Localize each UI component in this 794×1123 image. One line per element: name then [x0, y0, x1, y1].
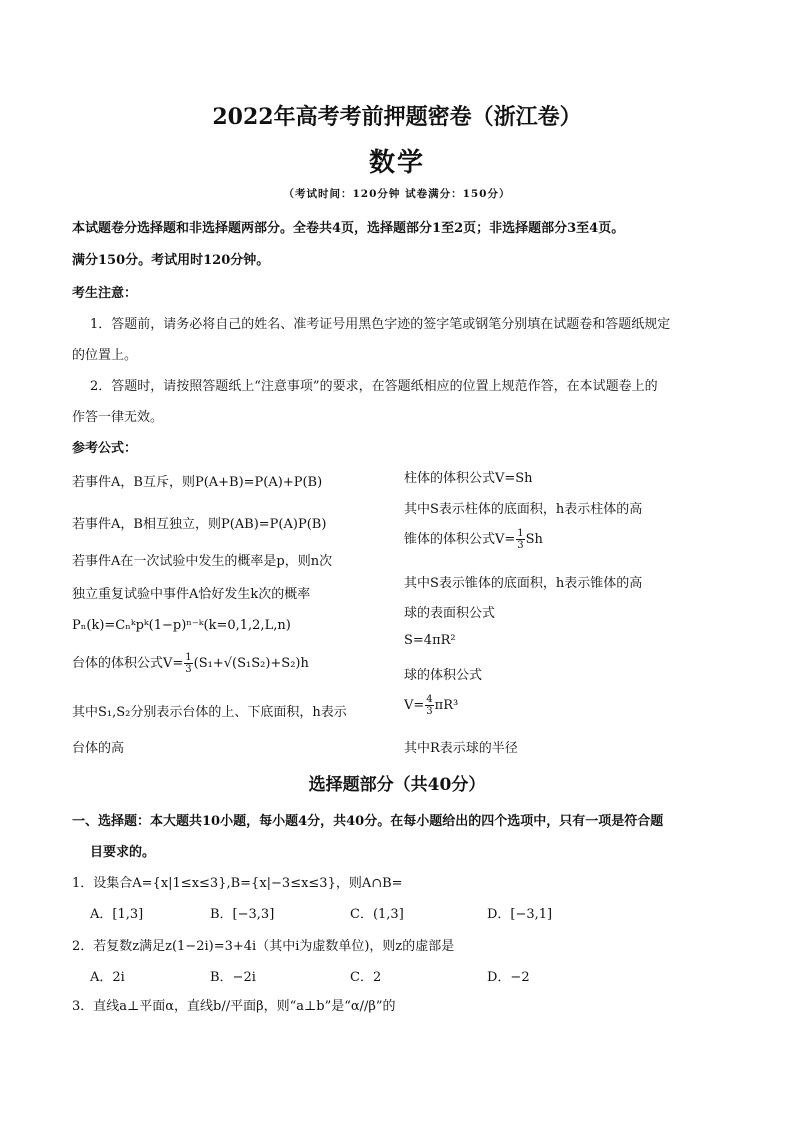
- formula-left-2: 若事件A，B相互独立，则P(AB)=P(A)P(B): [72, 517, 327, 532]
- fraction-one-third: [516, 528, 524, 551]
- note-item-2a: 2．答题时，请按照答题纸上“注意事项”的要求，在答题纸相应的位置上规范作答，在本试题卷上的: [90, 379, 658, 394]
- formula-right-3: [404, 528, 543, 551]
- formula-left-1: 若事件A，B互斥，则P(A+B)=P(A)+P(B): [72, 475, 323, 490]
- formula-right-8: [404, 694, 458, 717]
- section-instruction-a: 一、选择题：本大题共10小题，每小题4分，共40分。在每小题给出的四个选项中，只有一项是符合题: [72, 814, 664, 829]
- frac-numerator: 1: [185, 652, 192, 663]
- intro-line-2: 满分150分。考试用时120分钟。: [72, 253, 270, 268]
- exam-title: 2022年高考考前押题密卷（浙江卷）: [212, 104, 582, 130]
- formula-left-6-suffix: (S₁+√(S₁S₂)+S₂)h: [193, 656, 309, 671]
- exam-subject: 数学: [368, 148, 425, 178]
- formula-right-2: 其中S表示柱体的底面积，h表示柱体的高: [404, 502, 643, 517]
- fraction-four-thirds: [425, 694, 433, 717]
- question-1-option-d: D．[−3,1]: [487, 907, 553, 922]
- question-2-option-b: B．−2i: [210, 970, 256, 985]
- fraction-one-third: [184, 652, 192, 675]
- note-item-1b: 的位置上。: [72, 348, 138, 363]
- note-item-1a: 1．答题前，请务必将自己的姓名、准考证号用黑色字迹的签字笔或钢笔分别填在试题卷和答题纸规定: [90, 317, 671, 332]
- formula-right-8-prefix: V=: [404, 698, 425, 713]
- formula-right-5: 球的表面积公式: [404, 606, 496, 621]
- exam-meta: （考试时间：120分钟 试卷满分：150分）: [283, 188, 511, 200]
- formulas-heading: 参考公式：: [72, 441, 138, 456]
- frac-denominator: 3: [426, 706, 433, 717]
- frac-numerator: 1: [517, 528, 524, 539]
- frac-numerator: 4: [426, 694, 433, 705]
- question-1-option-c: C．(1,3]: [350, 907, 404, 922]
- question-2-option-c: C．2: [350, 970, 382, 985]
- notes-heading: 考生注意：: [72, 286, 138, 301]
- question-1-option-a: A．[1,3]: [90, 907, 144, 922]
- formula-left-8: 台体的高: [72, 741, 125, 756]
- formula-right-9: 其中R表示球的半径: [404, 741, 518, 756]
- formula-left-3: 若事件A在一次试验中发生的概率是p，则n次: [72, 554, 333, 569]
- formula-left-5: Pₙ(k)=Cₙᵏpᵏ(1−p)ⁿ⁻ᵏ(k=0,1,2,L,n): [72, 618, 291, 633]
- question-1-stem: 1．设集合A={x|1≤x≤3},B={x|−3≤x≤3}，则A∩B=: [72, 876, 403, 891]
- formula-right-6: S=4πR²: [404, 633, 456, 648]
- formula-right-7: 球的体积公式: [404, 668, 483, 683]
- frac-denominator: 3: [517, 540, 524, 551]
- section-title: 选择题部分（共40分）: [308, 775, 486, 795]
- formula-right-3-prefix: 锥体的体积公式V=: [404, 532, 516, 547]
- formula-right-8-suffix: πR³: [434, 698, 459, 713]
- formula-right-1: 柱体的体积公式V=Sh: [404, 471, 533, 486]
- formula-left-6-prefix: 台体的体积公式V=: [72, 656, 184, 671]
- question-1-option-b: B．[−3,3]: [210, 907, 275, 922]
- formula-right-3-suffix: Sh: [525, 532, 543, 547]
- note-item-2b: 作答一律无效。: [72, 410, 164, 425]
- frac-denominator: 3: [185, 664, 192, 675]
- question-2-option-d: D．−2: [487, 970, 530, 985]
- question-2-option-a: A．2i: [90, 970, 125, 985]
- question-3-stem: 3．直线a⊥平面α，直线b//平面β，则“a⊥b”是“α//β”的: [72, 999, 396, 1014]
- formula-right-4: 其中S表示锥体的底面积，h表示锥体的高: [404, 576, 643, 591]
- intro-line-1: 本试题卷分选择题和非选择题两部分。全卷共4页，选择题部分1至2页；非选择题部分3至4页。: [72, 221, 625, 236]
- question-2-stem: 2．若复数z满足z(1−2i)=3+4i（其中i为虚数单位)，则z的虚部是: [72, 939, 455, 954]
- formula-left-6: [72, 652, 309, 675]
- formula-left-4: 独立重复试验中事件A恰好发生k次的概率: [72, 587, 311, 602]
- formula-left-7: 其中S₁,S₂分别表示台体的上、下底面积，h表示: [72, 705, 347, 720]
- section-instruction-b: 目要求的。: [90, 845, 156, 860]
